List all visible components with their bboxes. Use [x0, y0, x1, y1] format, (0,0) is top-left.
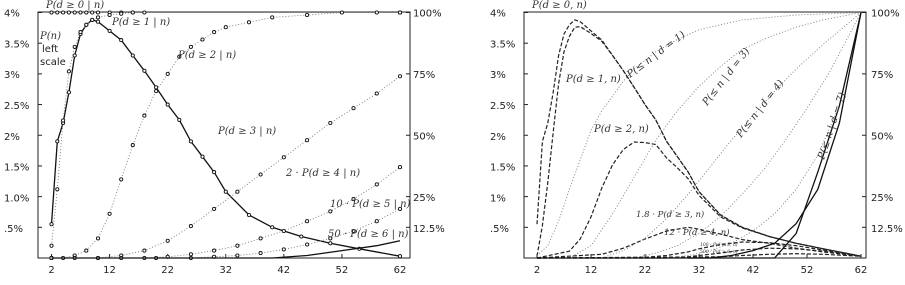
- data-point: [375, 220, 378, 223]
- right-y-axis-left: [413, 9, 445, 236]
- annotation-c4: P(≤ n | d = 4): [734, 78, 787, 140]
- series-right: [524, 13, 866, 259]
- data-point: [201, 38, 204, 41]
- data-point: [120, 178, 123, 181]
- data-point: [85, 249, 88, 252]
- x-tick-label: 42: [277, 265, 291, 276]
- y-right-tick-label: 50%: [413, 131, 436, 143]
- data-point: [398, 75, 401, 78]
- y-right-tick-label: 100%: [413, 8, 442, 20]
- data-point: [189, 45, 192, 48]
- data-point: [224, 26, 227, 29]
- x-tick-label: 2: [48, 265, 55, 276]
- data-point: [131, 144, 134, 147]
- annotation-j0: P(d ≥ 0, n): [532, 0, 587, 11]
- data-point: [143, 249, 146, 252]
- data-point: [213, 171, 216, 174]
- x-tick-label: 62: [393, 265, 407, 276]
- data-point: [259, 252, 262, 255]
- data-point: [120, 39, 123, 42]
- annotation-c3: P(≤ n | d = 3): [700, 46, 753, 108]
- data-point: [259, 173, 262, 176]
- data-point: [85, 23, 88, 26]
- y-tick-label: 1%: [490, 193, 506, 205]
- data-point: [67, 91, 70, 94]
- y-right-tick-label: 25%: [413, 193, 436, 204]
- annotation-d1: P(d ≥ 1 | n): [112, 17, 171, 28]
- x-axis-left: [48, 265, 406, 276]
- data-point: [306, 13, 309, 16]
- data-point: [108, 29, 111, 32]
- x-tick-label: 42: [746, 265, 760, 276]
- annotation-c1: P(≤ n | d = 1): [625, 29, 688, 81]
- annotation-d5: 10 · P(d ≥ 5 | n): [330, 199, 411, 210]
- data-point: [166, 72, 169, 75]
- y-tick-label: 2.5%: [490, 101, 516, 112]
- left-y-axis-left: [4, 9, 29, 236]
- data-point: [247, 21, 250, 24]
- y-tick-label: 2%: [4, 131, 20, 143]
- data-point: [178, 118, 181, 121]
- data-point: [340, 11, 343, 14]
- y-right-tick-label: 75%: [413, 70, 436, 81]
- y-right-tick-label: 100%: [871, 8, 900, 20]
- data-point: [131, 11, 134, 14]
- data-point: [189, 253, 192, 256]
- y-tick-label: 2.5%: [4, 101, 30, 112]
- y-tick-label: .5%: [4, 224, 24, 235]
- data-point: [73, 54, 76, 57]
- data-point: [271, 16, 274, 19]
- annotation-pn-scale: scale: [40, 57, 66, 68]
- data-point: [329, 121, 332, 124]
- right-y-axis-right: [871, 9, 903, 236]
- x-tick-label: 32: [219, 265, 233, 276]
- data-point: [56, 188, 59, 191]
- y-tick-label: .5%: [490, 224, 510, 235]
- series-p-d-0-n: [537, 20, 861, 256]
- data-point: [398, 11, 401, 14]
- data-point: [247, 213, 250, 216]
- y-right-tick-label: 25%: [871, 193, 894, 204]
- annotation-j6: 500 · P(d ≥ 6, n): [700, 250, 738, 255]
- data-point: [108, 212, 111, 215]
- data-point: [120, 12, 123, 15]
- series-p-d-2-n: [537, 142, 861, 258]
- y-right-tick-label: 75%: [871, 70, 894, 81]
- data-point: [50, 244, 53, 247]
- chart-left: [4, 0, 445, 276]
- data-point: [96, 11, 99, 14]
- y-right-tick-label: 50%: [871, 131, 894, 143]
- data-point: [236, 254, 239, 257]
- y-tick-label: 3.5%: [490, 39, 516, 51]
- data-point: [67, 70, 70, 73]
- data-point: [352, 107, 355, 110]
- data-point: [62, 11, 65, 14]
- data-point: [91, 11, 94, 14]
- annotation-j4: 12 · P(d ≥ 4, n): [664, 228, 730, 238]
- x-tick-label: 22: [638, 265, 652, 276]
- data-point: [236, 190, 239, 193]
- series-p-n-d-7: [537, 13, 861, 259]
- data-point: [50, 11, 53, 14]
- data-point: [329, 242, 332, 245]
- data-point: [56, 11, 59, 14]
- data-point: [62, 119, 65, 122]
- data-point: [271, 226, 274, 229]
- data-point: [166, 103, 169, 106]
- x-tick-label: 52: [800, 265, 814, 276]
- y-tick-label: 3.5%: [4, 39, 30, 51]
- y-tick-label: 4%: [490, 8, 506, 20]
- data-point: [155, 86, 158, 89]
- data-point: [189, 140, 192, 143]
- data-point: [213, 207, 216, 210]
- data-point: [213, 249, 216, 252]
- annotation-d2: P(d ≥ 2 | n): [178, 50, 237, 61]
- data-point: [329, 210, 332, 213]
- x-tick-label: 22: [161, 265, 174, 276]
- data-point: [306, 220, 309, 223]
- data-point: [131, 54, 134, 57]
- data-point: [259, 237, 262, 240]
- y-tick-label: 3%: [4, 70, 20, 81]
- annotation-j5: 100 · P(d ≥ 5, n): [700, 243, 738, 248]
- data-point: [67, 11, 70, 14]
- y-tick-label: 1.0%: [4, 193, 30, 205]
- x-axis-right: [534, 265, 868, 276]
- data-point: [56, 140, 59, 143]
- data-point: [201, 155, 204, 158]
- y-tick-label: 1.5%: [490, 162, 516, 174]
- data-point: [189, 225, 192, 228]
- annotation-pn-left: left: [42, 44, 59, 55]
- data-point: [79, 30, 82, 33]
- annotation-pn: P(n): [40, 31, 61, 42]
- data-point: [398, 255, 401, 258]
- y-tick-label: 4%: [4, 8, 20, 20]
- data-point: [96, 16, 99, 19]
- data-point: [143, 114, 146, 117]
- data-point: [143, 11, 146, 14]
- data-point: [236, 244, 239, 247]
- data-point: [282, 229, 285, 232]
- data-point: [282, 248, 285, 251]
- x-tick-label: 32: [692, 265, 706, 276]
- x-tick-label: 12: [103, 265, 116, 276]
- y-tick-label: 2%: [490, 131, 506, 143]
- left-y-axis-right: [490, 9, 515, 236]
- data-point: [375, 183, 378, 186]
- annotation-j2: P(d ≥ 2, n): [594, 124, 649, 135]
- data-point: [50, 223, 53, 226]
- data-point: [300, 235, 303, 238]
- plot-area-right: [524, 12, 866, 258]
- series-2-p-d-4-n: [52, 167, 401, 258]
- data-point: [73, 45, 76, 48]
- series-p-d-1-n: [537, 27, 861, 257]
- data-point: [375, 11, 378, 14]
- data-point: [96, 237, 99, 240]
- annotation-j1: P(d ≥ 1, n): [566, 74, 621, 85]
- y-right-tick-label: 12.5%: [871, 224, 903, 235]
- data-point: [143, 69, 146, 72]
- data-point: [155, 90, 158, 93]
- x-tick-label: 62: [854, 265, 868, 276]
- annotation-c7: P(≤ n | d = 7): [816, 91, 849, 161]
- data-point: [79, 11, 82, 14]
- data-point: [91, 18, 94, 21]
- chart-right: [490, 0, 903, 276]
- y-tick-label: 3%: [490, 70, 506, 81]
- data-point: [213, 30, 216, 33]
- data-point: [85, 11, 88, 14]
- data-point: [224, 190, 227, 193]
- data-point: [306, 243, 309, 246]
- annotation-d4: 2 · P(d ≥ 4 | n): [286, 168, 361, 179]
- y-right-tick-label: 12.5%: [413, 224, 445, 235]
- annotation-j3: 1.8 · P(d ≥ 3, n): [636, 210, 705, 220]
- x-tick-label: 2: [533, 265, 541, 276]
- annotations-left: [39, 0, 411, 240]
- x-tick-label: 12: [584, 265, 598, 276]
- annotation-d6: 50 · P(d ≥ 6 | n): [328, 229, 409, 240]
- data-point: [398, 166, 401, 169]
- y-tick-label: 1.5%: [4, 162, 30, 174]
- annotation-d0: P(d ≥ 0 | n): [46, 0, 105, 11]
- data-point: [108, 13, 111, 16]
- data-point: [96, 20, 99, 23]
- data-point: [375, 92, 378, 95]
- data-point: [166, 239, 169, 242]
- annotation-d3: P(d ≥ 3 | n): [218, 126, 277, 137]
- data-point: [282, 156, 285, 159]
- data-point: [306, 139, 309, 142]
- x-tick-label: 52: [335, 265, 349, 276]
- data-point: [73, 11, 76, 14]
